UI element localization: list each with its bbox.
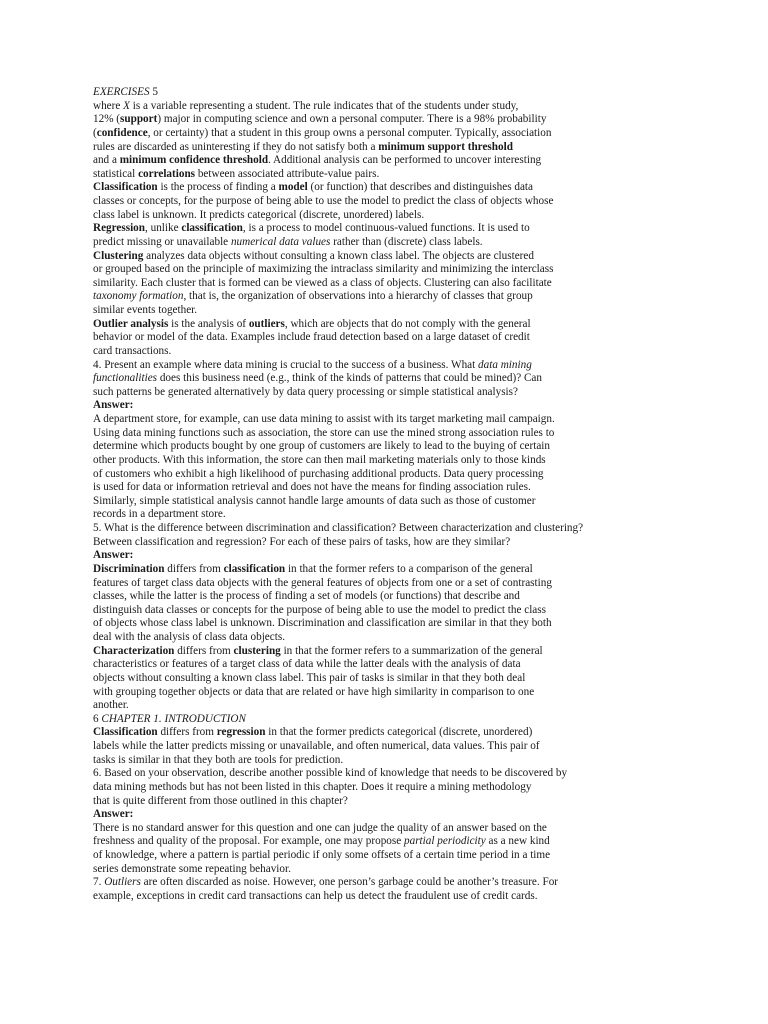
text-line: 12% (support) major in computing science and own a personal computer. There is a 98% probability bbox=[93, 113, 547, 126]
text-line: records in a department store. bbox=[93, 508, 226, 521]
text-line: Answer: bbox=[93, 399, 134, 412]
text-line: and a minimum confidence threshold. Additional analysis can be performed to uncover interesting bbox=[93, 154, 542, 167]
text-line: classes or concepts, for the purpose of being able to use the model to predict the class of objects whose bbox=[93, 195, 554, 207]
text-line: class label is unknown. It predicts categorical (discrete, unordered) labels. bbox=[93, 208, 425, 221]
text-line: similarity. Each cluster that is formed can be viewed as a class of objects. Clustering can also facilitate bbox=[93, 276, 552, 289]
text-line: tasks is similar in that they both are tools for prediction. bbox=[93, 753, 344, 766]
text-line: functionalities does this business need (e.g., think of the kinds of patterns that could be mined)? Can bbox=[93, 372, 542, 385]
text-line: card transactions. bbox=[93, 344, 172, 357]
text-line: taxonomy formation, that is, the organization of observations into a hierarchy of classes that group bbox=[93, 290, 533, 303]
text-line: Outlier analysis is the analysis of outliers, which are objects that do not comply with the general bbox=[93, 317, 531, 330]
text-line: other products. With this information, the store can then mail marketing materials only to those kinds bbox=[93, 453, 546, 466]
text-line: data mining methods but has not been listed in this chapter. Does it require a mining methodology bbox=[93, 780, 532, 793]
text-line: 6 CHAPTER 1. INTRODUCTION bbox=[93, 712, 246, 725]
text-line: Regression, unlike classification, is a process to model continuous-valued functions. It is used to bbox=[93, 222, 530, 235]
text-line: Answer: bbox=[93, 549, 134, 562]
text-line: Classification differs from regression in that the former predicts categorical (discrete, unordered) bbox=[93, 726, 533, 739]
text-line: with grouping together objects or data that are related or have high similarity in comparison to one bbox=[93, 685, 535, 698]
text-line: Characterization differs from clustering in that the former refers to a summarization of the general bbox=[93, 644, 543, 657]
text-line: EXERCISES 5 bbox=[93, 86, 158, 98]
text-line: that is quite different from those outlined in this chapter? bbox=[93, 794, 348, 807]
text-line: another. bbox=[93, 699, 129, 712]
text-line: (confidence, or certainty) that a student in this group owns a personal computer. Typically, association bbox=[93, 126, 552, 139]
text-line: Answer: bbox=[93, 808, 134, 821]
text-line: classes, while the latter is the process of finding a set of models (or functions) that describe and bbox=[93, 590, 520, 603]
text-line: labels while the latter predicts missing or unavailable, and often numerical, data values. This pair of bbox=[93, 740, 540, 752]
text-line: Between classification and regression? For each of these pairs of tasks, how are they similar? bbox=[93, 535, 511, 548]
text-line: is used for data or information retrieval and does not have the means for finding association rules. bbox=[93, 481, 531, 494]
text-line: features of target class data objects with the general features of objects from one or a set of contrasting bbox=[93, 576, 552, 589]
text-line: series demonstrate some repeating behavior. bbox=[93, 862, 291, 875]
text-line: such patterns be generated alternatively by data query processing or simple statistical analysis? bbox=[93, 385, 518, 398]
text-line: predict missing or unavailable numerical data values rather than (discrete) class labels. bbox=[93, 235, 483, 248]
text-line: A department store, for example, can use data mining to assist with its target marketing mail campaign. bbox=[93, 413, 555, 425]
text-line: 7. Outliers are often discarded as noise. However, one person’s garbage could be another’s treasure. For bbox=[93, 876, 559, 889]
text-line: Clustering analyzes data objects without consulting a known class label. The objects are clustered bbox=[93, 249, 534, 262]
text-line: of knowledge, where a pattern is partial periodic if only some offsets of a certain time period in a time bbox=[93, 849, 551, 861]
text-line: Classification is the process of finding a model (or function) that describes and distinguishes data bbox=[93, 181, 533, 194]
text-line: Similarly, simple statistical analysis cannot handle large amounts of data such as those of customer bbox=[93, 494, 536, 507]
text-line: where X is a variable representing a student. The rule indicates that of the students under study, bbox=[93, 99, 519, 112]
text-line: statistical correlations between associated attribute-value pairs. bbox=[93, 167, 380, 180]
text-line: Discrimination differs from classification in that the former refers to a comparison of the general bbox=[93, 562, 533, 575]
text-line: characteristics or features of a target class of data while the latter deals with the analysis of data bbox=[93, 658, 521, 671]
text-line: of objects whose class label is unknown. Discrimination and classification are similar in that they both bbox=[93, 617, 552, 630]
text-line: determine which products bought by one group of customers are likely to lead to the buying of certain bbox=[93, 440, 551, 453]
text-line: freshness and quality of the proposal. For example, one may propose partial periodicity as a new kind bbox=[93, 835, 550, 848]
text-line: similar events together. bbox=[93, 304, 198, 316]
text-line: objects without consulting a known class label. This pair of tasks is similar in that they both deal bbox=[93, 671, 526, 684]
text-line: Using data mining functions such as association, the store can use the mined strong association rules to bbox=[93, 426, 555, 439]
text-line: behavior or model of the data. Examples include fraud detection based on a large dataset of credit bbox=[93, 331, 530, 344]
text-line: example, exceptions in credit card transactions can help us detect the fraudulent use of credit cards. bbox=[93, 889, 538, 902]
text-line: distinguish data classes or concepts for the purpose of being able to use the model to predict the class bbox=[93, 603, 546, 616]
text-line: of customers who exhibit a high likelihood of purchasing additional products. Data query processing bbox=[93, 467, 544, 480]
text-line: or grouped based on the principle of maximizing the intraclass similarity and minimizing the interclass bbox=[93, 263, 554, 276]
text-line: 4. Present an example where data mining is crucial to the success of a business. What data mining bbox=[93, 358, 532, 371]
text-line: There is no standard answer for this question and one can judge the quality of an answer based on the bbox=[93, 821, 547, 834]
text-line: 6. Based on your observation, describe another possible kind of knowledge that needs to be discovered by bbox=[93, 767, 568, 780]
text-line: deal with the analysis of class data objects. bbox=[93, 631, 285, 643]
text-line: rules are discarded as uninteresting if they do not satisfy both a minimum support threshold bbox=[93, 140, 513, 153]
text-line: 5. What is the difference between discrimination and classification? Between characterization and clustering? bbox=[93, 522, 584, 534]
document-page bbox=[93, 86, 653, 904]
